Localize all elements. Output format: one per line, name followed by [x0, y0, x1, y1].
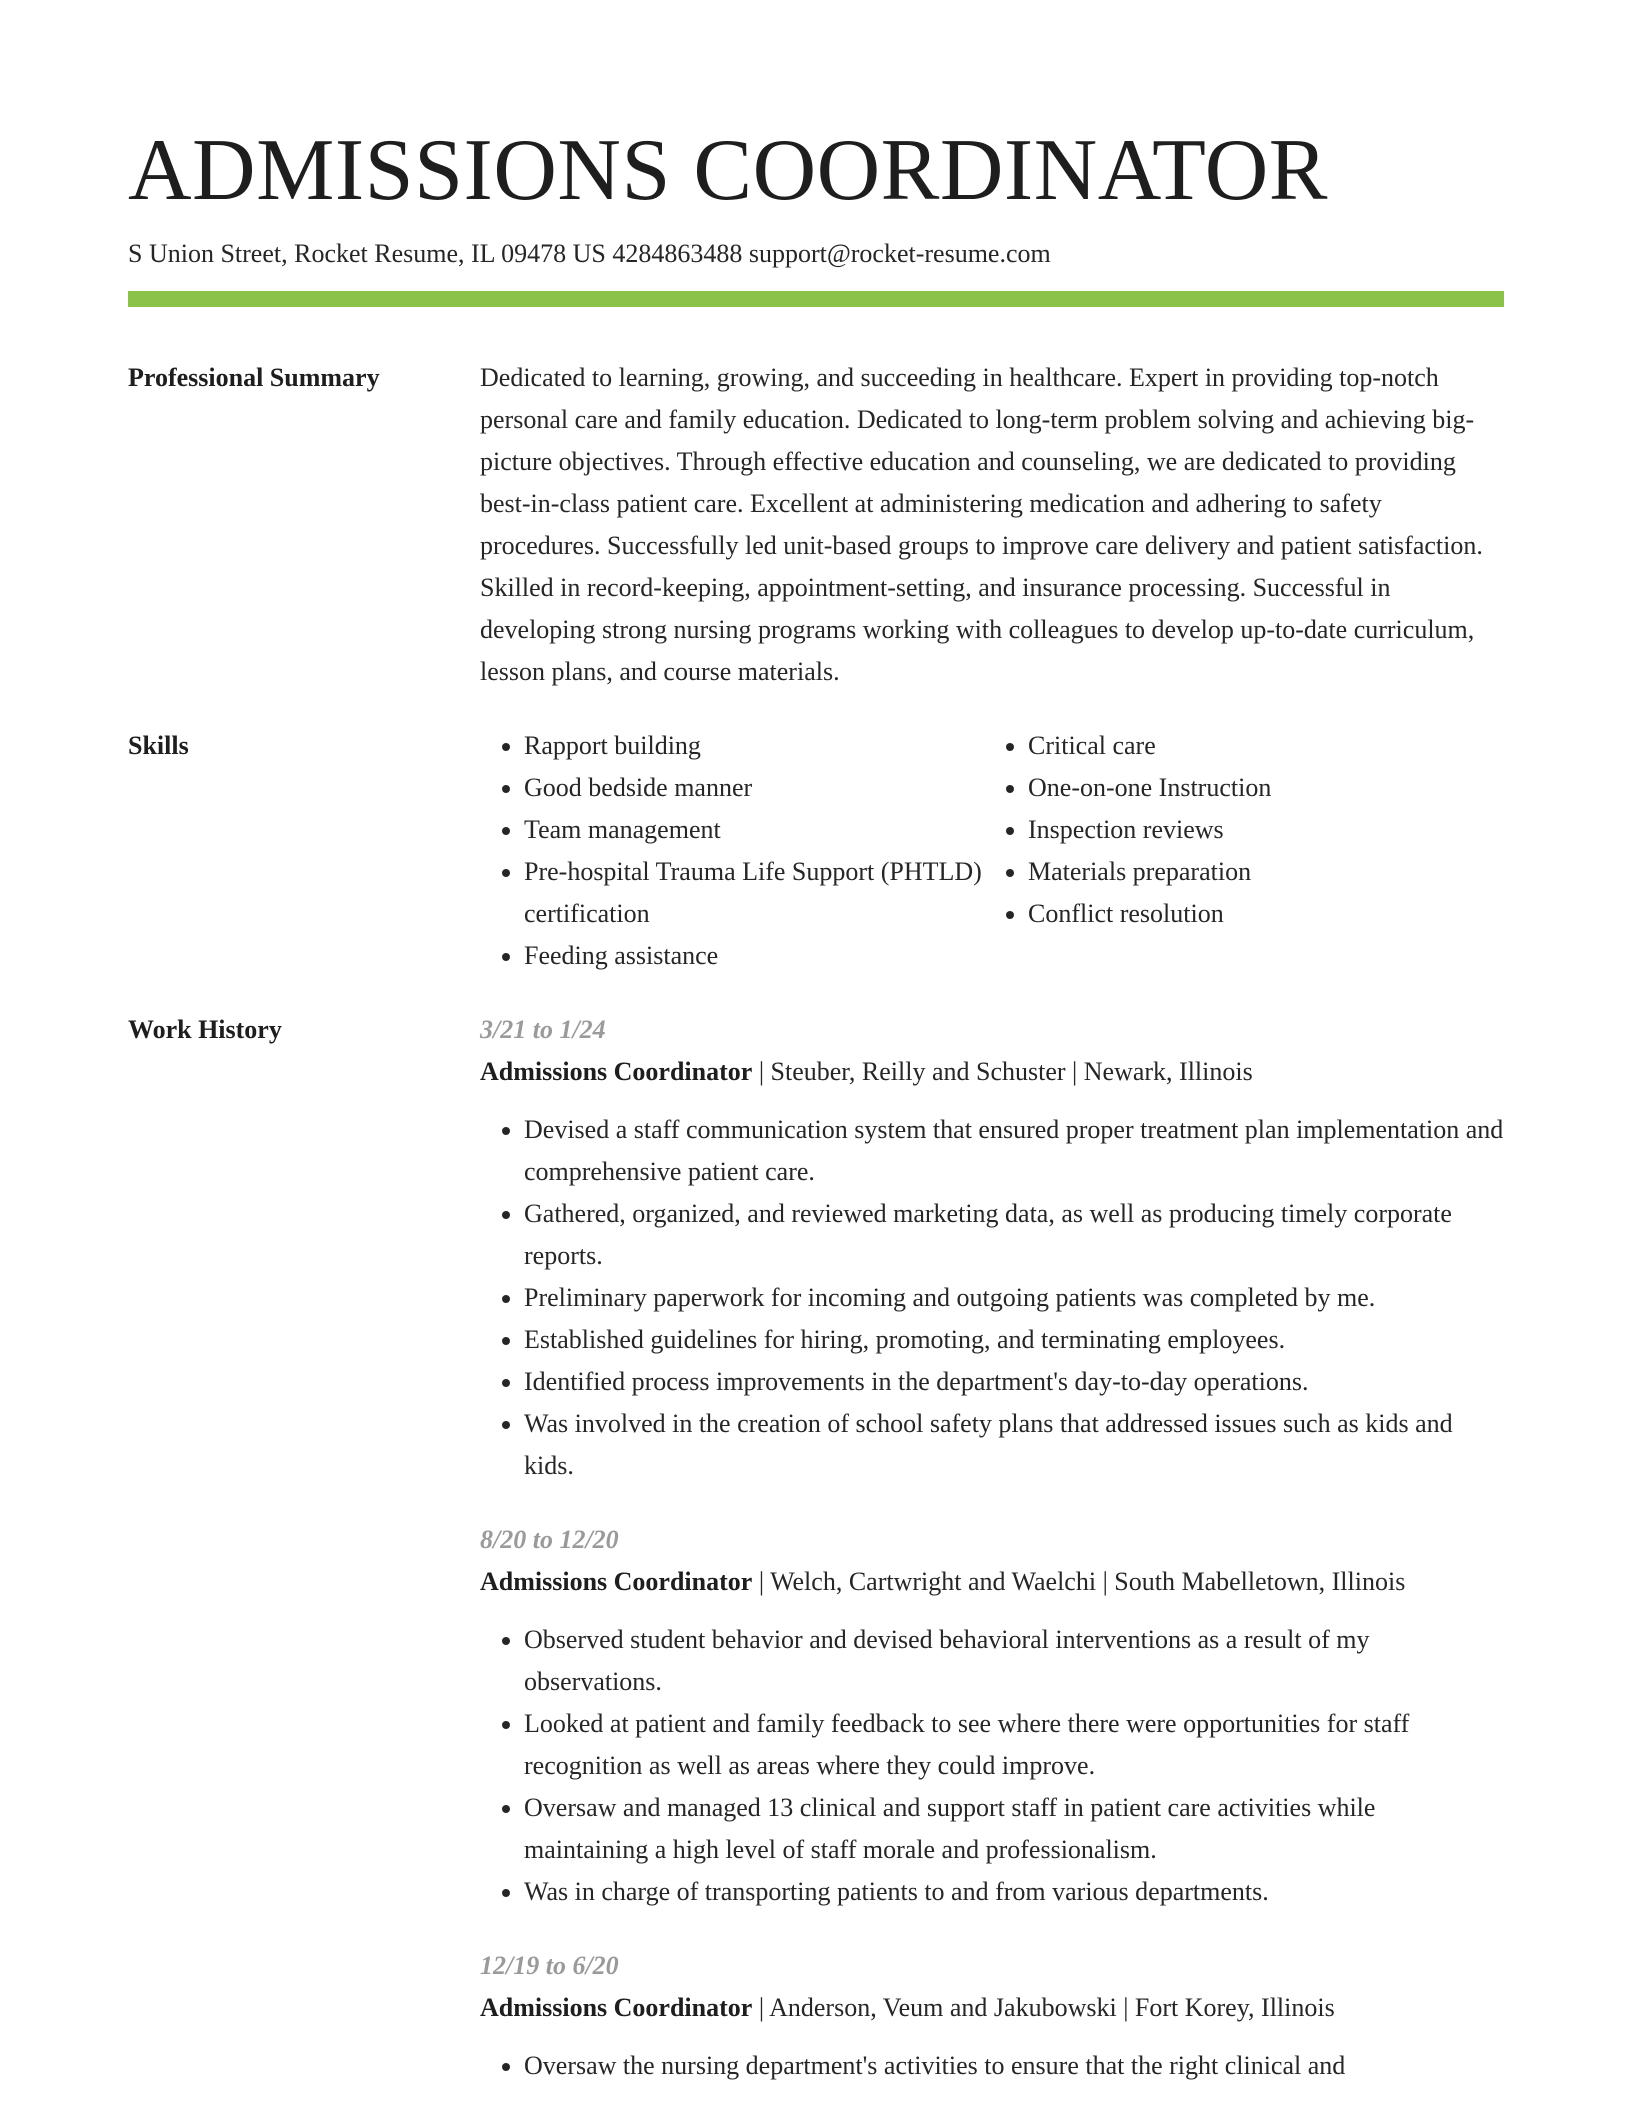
skill-item: • Critical care [1028, 725, 1488, 767]
job-dates: 3/21 to 1/24 [480, 1015, 606, 1044]
work-history-section [128, 1009, 1504, 2087]
job-entry [480, 1945, 1504, 2087]
job-bullet: • Was in charge of transporting patients to and from various departments. [524, 1871, 1504, 1913]
candidate-name: ADMISSIONS COORDINATOR [128, 122, 1328, 219]
job-details: | Welch, Cartwright and Waelchi | South Mabelletown, Illinois [752, 1567, 1406, 1596]
job-details: | Anderson, Veum and Jakubowski | Fort Korey, Illinois [752, 1993, 1335, 2022]
skill-item: • Conflict resolution [1028, 893, 1488, 935]
job-bullet: • Observed student behavior and devised behavioral interventions as a result of my observations. [524, 1619, 1504, 1703]
job-bullet: • Devised a staff communication system that ensured proper treatment plan implementation and comprehensive patient care. [524, 1109, 1504, 1193]
job-title: Admissions Coordinator [480, 1993, 753, 2022]
skill-item: • Team management [524, 809, 984, 851]
professional-summary-section [128, 357, 1504, 693]
job-bullet: • Established guidelines for hiring, promoting, and terminating employees. [524, 1319, 1504, 1361]
skills-columns [480, 725, 1504, 977]
job-heading [480, 1561, 1504, 1603]
job-bullet: • Oversaw and managed 13 clinical and support staff in patient care activities while maintaining a high level of staff morale and professionalism. [524, 1787, 1504, 1871]
job-bullets [480, 2045, 1504, 2087]
job-heading [480, 1987, 1504, 2029]
summary-text: Dedicated to learning, growing, and succeeding in healthcare. Expert in providing top-notch personal care and family education. Dedicated to long-term problem solving and achieving big-picture objectives. Through effective education and counseling, we are dedicated to providing best-in-class patient care. Excellent at administering medication and adhering to safety procedures. Successfully led unit-based groups to improve care delivery and patient satisfaction. Skilled in record-keeping, appointment-setting, and insurance processing. Successful in developing strong nursing programs working with colleagues to develop up-to-date curriculum, lesson plans, and course materials. [480, 363, 1483, 686]
header-divider [128, 291, 1504, 307]
job-title: Admissions Coordinator [480, 1057, 753, 1086]
job-bullet: • Preliminary paperwork for incoming and outgoing patients was completed by me. [524, 1277, 1504, 1319]
section-label-work: Work History [128, 1015, 282, 1044]
job-bullet: • Was involved in the creation of school safety plans that addressed issues such as kids and kids. [524, 1403, 1504, 1487]
skills-column-left [480, 725, 984, 977]
skills-list-right [984, 725, 1488, 935]
skill-item: • Materials preparation [1028, 851, 1488, 893]
work-history-list [480, 1009, 1504, 2087]
skill-item: • One-on-one Instruction [1028, 767, 1488, 809]
contact-line: S Union Street, Rocket Resume, IL 09478 US 4284863488 support@rocket-resume.com [128, 239, 1051, 268]
job-dates: 8/20 to 12/20 [480, 1525, 619, 1554]
skill-item: • Pre-hospital Trauma Life Support (PHTLD) certification [524, 851, 984, 935]
skill-item: • Inspection reviews [1028, 809, 1488, 851]
skills-column-right [984, 725, 1488, 977]
skill-item: • Feeding assistance [524, 935, 984, 977]
job-bullet: • Gathered, organized, and reviewed marketing data, as well as producing timely corporate reports. [524, 1193, 1504, 1277]
job-entry [480, 1009, 1504, 1487]
job-details: | Steuber, Reilly and Schuster | Newark, Illinois [752, 1057, 1253, 1086]
resume-page [128, 0, 1504, 2087]
job-title: Admissions Coordinator [480, 1567, 753, 1596]
job-heading [480, 1051, 1504, 1093]
job-bullet: • Oversaw the nursing department's activities to ensure that the right clinical and [524, 2045, 1504, 2087]
job-bullet: • Identified process improvements in the department's day-to-day operations. [524, 1361, 1504, 1403]
job-bullets [480, 1109, 1504, 1487]
job-entry [480, 1519, 1504, 1913]
job-bullets [480, 1619, 1504, 1913]
job-bullet: • Looked at patient and family feedback to see where there were opportunities for staff recognition as well as areas where they could improve. [524, 1703, 1504, 1787]
section-label-summary: Professional Summary [128, 363, 380, 392]
skills-section [128, 725, 1504, 977]
skill-item: • Good bedside manner [524, 767, 984, 809]
section-label-skills: Skills [128, 731, 189, 760]
job-dates: 12/19 to 6/20 [480, 1951, 619, 1980]
skill-item: • Rapport building [524, 725, 984, 767]
skills-list-left [480, 725, 984, 977]
